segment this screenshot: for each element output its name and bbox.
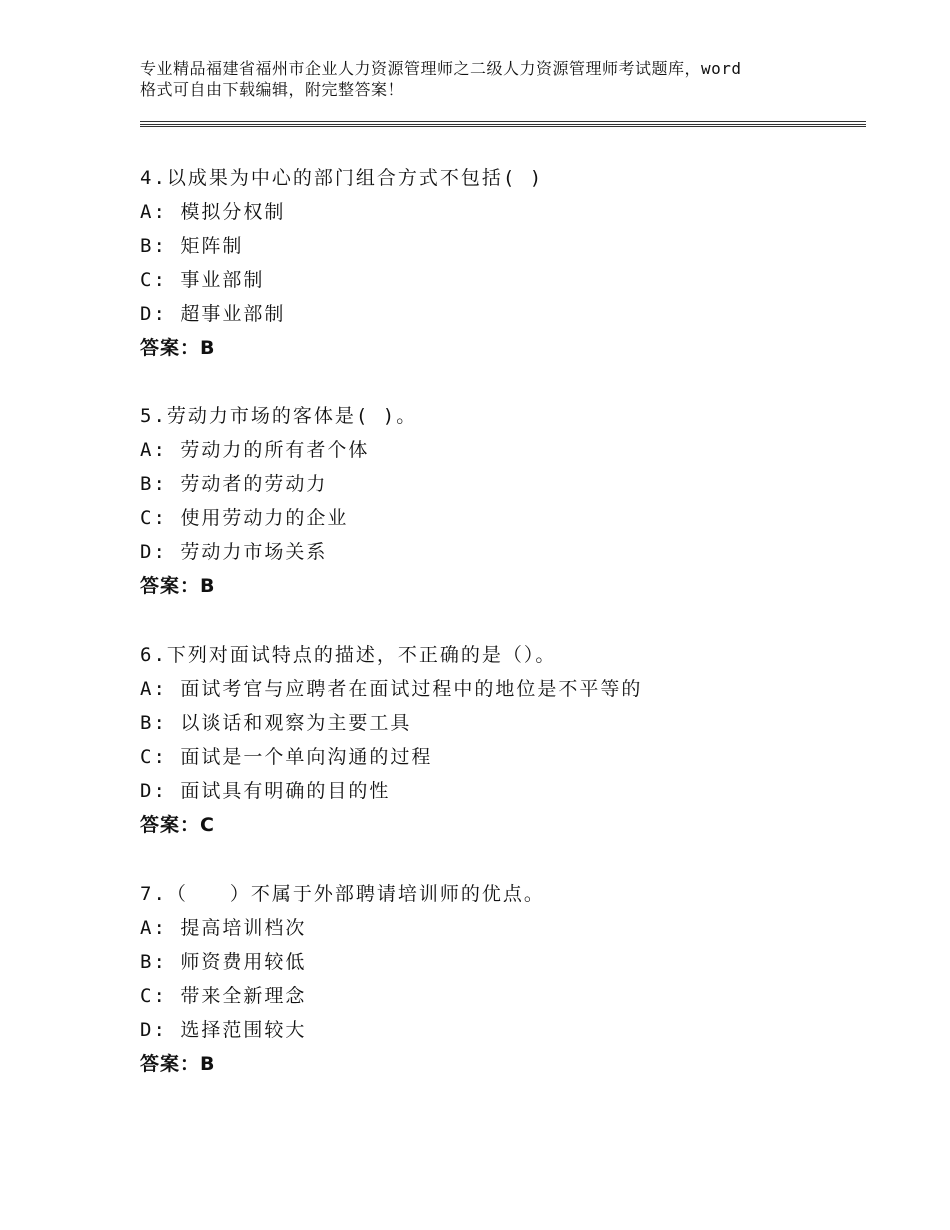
option-b: B: 矩阵制 [140, 235, 244, 257]
option-d: D: 选择范围较大 [140, 1019, 307, 1041]
option-d: D: 面试具有明确的目的性 [140, 780, 391, 802]
option-b: B: 师资费用较低 [140, 951, 307, 973]
header-title-line-2: 格式可自由下载编辑，附完整答案！ [140, 80, 405, 99]
question-6 [140, 638, 860, 842]
option-a: A: 提高培训档次 [140, 917, 307, 939]
answer-line: 答案：B [140, 337, 216, 359]
document-header [140, 58, 840, 100]
option-b: B: 劳动者的劳动力 [140, 473, 328, 495]
option-d: D: 超事业部制 [140, 303, 286, 325]
question-stem: 4.以成果为中心的部门组合方式不包括( ) [140, 167, 544, 189]
question-7 [140, 877, 860, 1081]
question-stem: 5.劳动力市场的客体是( )。 [140, 405, 418, 427]
option-a: A: 劳动力的所有者个体 [140, 439, 370, 461]
option-c: C: 使用劳动力的企业 [140, 507, 349, 529]
option-a: A: 面试考官与应聘者在面试过程中的地位是不平等的 [140, 678, 643, 700]
question-stem: 6.下列对面试特点的描述，不正确的是（）。 [140, 644, 557, 666]
header-divider [140, 121, 866, 122]
option-d: D: 劳动力市场关系 [140, 541, 328, 563]
header-divider [140, 126, 866, 127]
option-a: A: 模拟分权制 [140, 201, 286, 223]
answer-line: 答案：B [140, 575, 216, 597]
header-divider [140, 124, 866, 125]
question-5 [140, 399, 860, 603]
question-4 [140, 161, 860, 365]
answer-line: 答案：C [140, 814, 215, 836]
option-b: B: 以谈话和观察为主要工具 [140, 712, 412, 734]
answer-line: 答案：B [140, 1053, 216, 1075]
option-c: C: 事业部制 [140, 269, 265, 291]
header-title-line-1: 专业精品福建省福州市企业人力资源管理师之二级人力资源管理师考试题库，word [140, 59, 742, 78]
question-stem: 7.（ ）不属于外部聘请培训师的优点。 [140, 883, 545, 905]
option-c: C: 带来全新理念 [140, 985, 307, 1007]
option-c: C: 面试是一个单向沟通的过程 [140, 746, 433, 768]
